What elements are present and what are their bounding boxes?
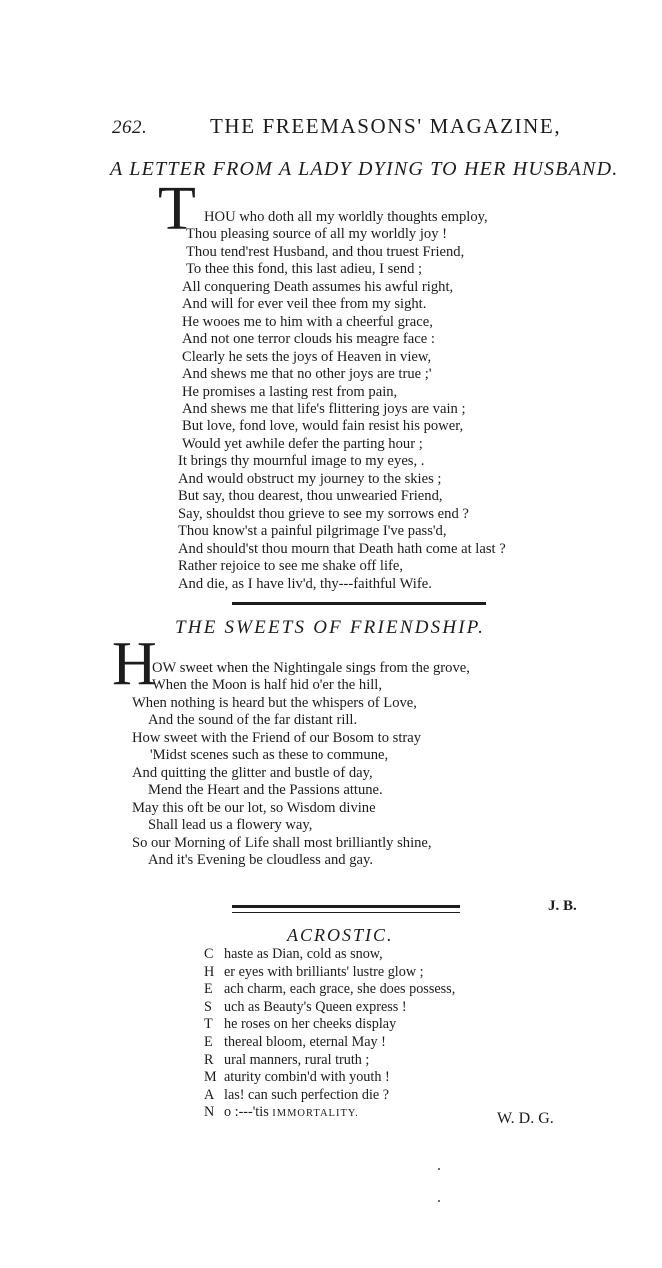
acrostic-initial: H bbox=[204, 963, 215, 980]
section-divider bbox=[232, 905, 460, 908]
drop-cap-t: T bbox=[158, 175, 196, 243]
paper-speck bbox=[438, 1200, 440, 1202]
poem-line: And die, as I have liv'd, thy---faithful Wife. bbox=[178, 575, 432, 592]
poem-title-letter: A LETTER FROM A LADY DYING TO HER HUSBAND. bbox=[110, 158, 619, 180]
poem-line: But say, thou dearest, thou unwearied Friend, bbox=[178, 488, 443, 505]
poem-line: Rather rejoice to see me shake off life, bbox=[178, 558, 404, 575]
acrostic-initial: T bbox=[204, 1016, 213, 1033]
acrostic-text: uch as Beauty's Queen express ! bbox=[224, 998, 407, 1015]
section-divider bbox=[232, 912, 460, 913]
poem-line: Mend the Heart and the Passions attune. bbox=[148, 782, 383, 799]
poem-title-friendship: THE SWEETS OF FRIENDSHIP. bbox=[175, 617, 486, 638]
acrostic-body bbox=[204, 946, 455, 1123]
poem-line: He wooes me to him with a cheerful grace, bbox=[182, 313, 433, 330]
poem-line: Thou pleasing source of all my worldly joy ! bbox=[186, 226, 448, 243]
poem-line: And shews me that no other joys are true ;' bbox=[182, 366, 432, 383]
poem-line: Thou know'st a painful pilgrimage I've pass'd, bbox=[178, 523, 447, 540]
acrostic-initial: M bbox=[204, 1069, 217, 1086]
acrostic-text: ach charm, each grace, she does possess, bbox=[224, 981, 456, 998]
signature-wdg: W. D. G. bbox=[497, 1110, 554, 1127]
poem-line: So our Morning of Life shall most brilliantly shine, bbox=[132, 834, 432, 851]
poem-line: And not one terror clouds his meagre face : bbox=[182, 331, 435, 348]
poem-line: Shall lead us a flowery way, bbox=[148, 817, 313, 834]
poem-line: It brings thy mournful image to my eyes, . bbox=[178, 453, 425, 470]
acrostic-final-word: IMMORTALITY. bbox=[272, 1108, 359, 1120]
poem-line: But love, fond love, would fain resist his power, bbox=[182, 418, 464, 435]
poem-line: All conquering Death assumes his awful right, bbox=[182, 278, 454, 295]
poem-line: Thou tend'rest Husband, and thou truest Friend, bbox=[186, 243, 465, 260]
acrostic-line bbox=[204, 1052, 455, 1070]
poem-line: HOU who doth all my worldly thoughts employ, bbox=[204, 209, 488, 225]
acrostic-initial: E bbox=[204, 981, 213, 998]
poem-line: Would yet awhile defer the parting hour ; bbox=[182, 435, 423, 452]
section-divider bbox=[232, 602, 486, 605]
poem-line: Clearly he sets the joys of Heaven in view, bbox=[182, 348, 432, 365]
acrostic-line bbox=[204, 981, 455, 999]
poem-letter-body bbox=[176, 209, 506, 593]
poem-friendship-body bbox=[132, 660, 470, 869]
poem-line: And shews me that life's flittering joys are vain ; bbox=[182, 400, 466, 417]
acrostic-text: er eyes with brilliants' lustre glow ; bbox=[224, 963, 424, 980]
signature-jb: J. B. bbox=[548, 898, 577, 914]
acrostic-text: haste as Dian, cold as snow, bbox=[224, 946, 383, 962]
poem-line: And the sound of the far distant rill. bbox=[148, 712, 358, 729]
page-number: 262. bbox=[112, 117, 148, 138]
poem-line: 'Midst scenes such as these to commune, bbox=[150, 747, 389, 764]
paper-speck bbox=[438, 1168, 440, 1170]
acrostic-line bbox=[204, 999, 455, 1017]
acrostic-initial: N bbox=[204, 1104, 215, 1121]
acrostic-line bbox=[204, 1087, 455, 1105]
acrostic-line bbox=[204, 1034, 455, 1052]
running-title: THE FREEMASONS' MAGAZINE, bbox=[210, 114, 562, 138]
poem-line: And will for ever veil thee from my sight. bbox=[182, 296, 427, 313]
poem-line: And quitting the glitter and bustle of day, bbox=[132, 764, 373, 781]
poem-line: When the Moon is half hid o'er the hill, bbox=[152, 677, 383, 694]
acrostic-text: thereal bloom, eternal May ! bbox=[224, 1033, 386, 1050]
acrostic-initial: E bbox=[204, 1033, 213, 1050]
acrostic-initial: S bbox=[204, 998, 212, 1015]
poem-line: And would obstruct my journey to the skies ; bbox=[178, 470, 442, 487]
acrostic-line bbox=[204, 1069, 455, 1087]
acrostic-text: o :---'tis bbox=[224, 1104, 273, 1121]
acrostic-text: las! can such perfection die ? bbox=[224, 1086, 390, 1103]
poem-line: And should'st thou mourn that Death hath come at last ? bbox=[178, 540, 506, 557]
acrostic-line bbox=[204, 964, 455, 982]
poem-line: Say, shouldst thou grieve to see my sorrows end ? bbox=[178, 505, 469, 522]
poem-line: OW sweet when the Nightingale sings from the grove, bbox=[152, 660, 470, 676]
poem-line: When nothing is heard but the whispers of Love, bbox=[132, 694, 417, 711]
poem-line: To thee this fond, this last adieu, I send ; bbox=[186, 261, 423, 278]
acrostic-text: he roses on her cheeks display bbox=[224, 1016, 397, 1033]
acrostic-initial: R bbox=[204, 1051, 214, 1068]
acrostic-line bbox=[204, 1016, 455, 1034]
acrostic-line bbox=[204, 946, 455, 964]
poem-title-acrostic: ACROSTIC. bbox=[287, 925, 394, 945]
acrostic-initial: A bbox=[204, 1086, 215, 1103]
acrostic-line bbox=[204, 1104, 455, 1123]
poem-line: He promises a lasting rest from pain, bbox=[182, 383, 398, 400]
acrostic-text: ural manners, rural truth ; bbox=[224, 1051, 370, 1068]
acrostic-text: aturity combin'd with youth ! bbox=[224, 1069, 390, 1086]
poem-line: And it's Evening be cloudless and gay. bbox=[148, 851, 374, 868]
drop-cap-h: H bbox=[112, 630, 157, 698]
acrostic-initial: C bbox=[204, 946, 214, 962]
poem-line: How sweet with the Friend of our Bosom to stray bbox=[132, 729, 422, 746]
poem-line: May this oft be our lot, so Wisdom divine bbox=[132, 799, 376, 816]
